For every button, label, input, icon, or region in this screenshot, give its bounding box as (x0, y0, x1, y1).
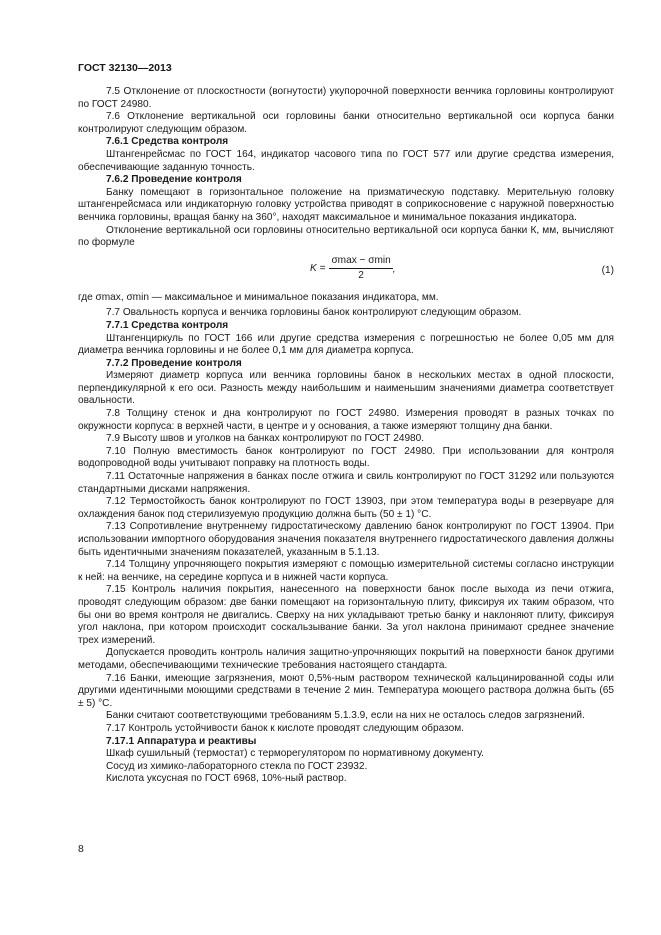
page-number: 8 (78, 843, 84, 855)
section-heading: 7.6.2 Проведение контроля (106, 174, 242, 186)
paragraph: 7.9 Высоту швов и уголков на банках контролируют по ГОСТ 24980. (106, 433, 425, 445)
paragraph: 7.13 Сопротивление внутреннему гидростатическому давлению банок контролируют по ГОСТ 13904. При использовании импортного оборудования значения показателя внутреннего гидростатического давления должны быть идентичными значениям показателей, указанным в 5.1.13. (78, 521, 614, 558)
paragraph: Измеряют диаметр корпуса или венчика горловины банок в нескольких местах в одной плоскости, перпендикулярной к его оси. Разность между наибольшим и наименьшим значениями диаметра соответствует овальности. (78, 370, 614, 407)
paragraph: Сосуд из химико-лабораторного стекла по ГОСТ 23932. (106, 760, 368, 772)
formula-number: (1) (601, 264, 614, 276)
paragraph: 7.17 Контроль устойчивости банок к кислоте проводят следующим образом. (106, 722, 464, 734)
section-heading: 7.6.1 Средства контроля (106, 136, 229, 148)
section-heading: 7.7.2 Проведение контроля (106, 357, 242, 369)
paragraph: Штангенрейсмас по ГОСТ 164, индикатор часового типа по ГОСТ 577 или другие средства измерения, обеспечивающие заданную точность. (78, 148, 614, 173)
formula-lhs: K = (310, 262, 326, 274)
document-body (78, 86, 614, 786)
paragraph: 7.16 Банки, имеющие загрязнения, моют 0,5%-ным раствором технической кальцинированной соды или другими идентичными моющими средствами в течение 2 мин. Температура моющего раствора должна быть (65 ± 5) °С. (78, 672, 614, 709)
formula-fraction (329, 255, 392, 283)
paragraph: 7.14 Толщину упрочняющего покрытия измеряют с помощью измерительной системы согласно инструкции к ней: на венчике, на середине корпуса и в нижней части корпуса. (78, 559, 614, 583)
section-heading: 7.17.1 Аппаратура и реактивы (106, 735, 257, 747)
formula-numerator: σmax − σmin (329, 255, 392, 270)
paragraph: Банки считают соответствующими требованиям 5.1.3.9, если на них не осталось следов загрязнений. (106, 710, 585, 722)
paragraph: Банку помещают в горизонтальное положение на призматическую подставку. Мерительную головку штангенрейсмаса или индикаторную головку устройства приводят в соприкосновение с наружной поверхностью венчика горловины, вращая банку на 360°, находят максимальное и минимальное показания индикатора. (78, 186, 614, 223)
text-block-2 (78, 307, 614, 786)
paragraph: 7.6 Отклонение вертикальной оси горловины банки относительно вертикальной оси корпуса банки контролируют следующим образом. (78, 111, 614, 135)
paragraph: Шкаф сушильный (термостат) с терморегулятором по нормативному документу. (106, 748, 484, 760)
formula-denominator: 2 (358, 270, 364, 282)
formula-trail: , (392, 263, 396, 275)
paragraph: 7.10 Полную вместимость банок контролируют по ГОСТ 24980. При использовании для контроля водопроводной воды учитывают поправку на плотность воды. (78, 445, 614, 470)
formula-1 (78, 253, 614, 287)
formula-where-line: где σmax, σmin — максимальное и минимальное показания индикатора, мм. (78, 291, 439, 303)
paragraph: Кислота уксусная по ГОСТ 6968, 10%-ный раствор. (106, 773, 347, 785)
paragraph: Штангенциркуль по ГОСТ 166 или другие средства измерения с погрешностью не более 0,05 мм для диаметра венчика горловины и не более 0,1 мм для диаметра корпуса. (78, 332, 614, 357)
paragraph: 7.11 Остаточные напряжения в банках после отжига и свиль контролируют по ГОСТ 31292 или пользуются стандартными дисками напряжения. (78, 471, 614, 495)
paragraph: 7.7 Овальность корпуса и венчика горловины банок контролируют следующим образом. (106, 307, 522, 319)
paragraph: 7.12 Термостойкость банок контролируют по ГОСТ 13903, при этом температура воды в резервуаре для охлаждения банок под стерилизуемую продукцию должна быть (50 ± 1) °С. (78, 496, 614, 520)
paragraph: Допускается проводить контроль наличия защитно-упрочняющих покрытий на поверхности банок другими методами, обеспечивающими технические требования настоящего стандарта. (78, 647, 614, 671)
formula-expression (310, 255, 396, 283)
standard-header: ГОСТ 32130—2013 (78, 62, 172, 74)
paragraph: 7.5 Отклонение от плоскостности (вогнутости) укупорочной поверхности венчика горловины контролируют по ГОСТ 24980. (78, 86, 614, 110)
text-block-1 (78, 86, 614, 250)
paragraph: 7.8 Толщину стенок и дна контролируют по ГОСТ 24980. Измерения проводят в разных точках по окружности корпуса: в верхней части, в центре и у основания, а также измеряют толщину дна банки. (78, 408, 614, 432)
section-heading: 7.7.1 Средства контроля (106, 319, 229, 331)
paragraph: 7.15 Контроль наличия покрытия, нанесенного на поверхности банок после выхода из печи отжига, проводят следующим образом: две банки помещают на горизонтальную плиту, фиксируя их таким образом, что бы они во время контроля не двигались. Сверху на них укладывают третью банку и наклоняют плиту, фиксируя угол наклона, при котором происходит соскальзывание банки. За угол наклона принимают среднее значение трех измерений. (78, 584, 614, 646)
paragraph: Отклонение вертикальной оси горловины относительно вертикальной оси корпуса банки К, мм, вычисляют по формуле (78, 224, 614, 249)
